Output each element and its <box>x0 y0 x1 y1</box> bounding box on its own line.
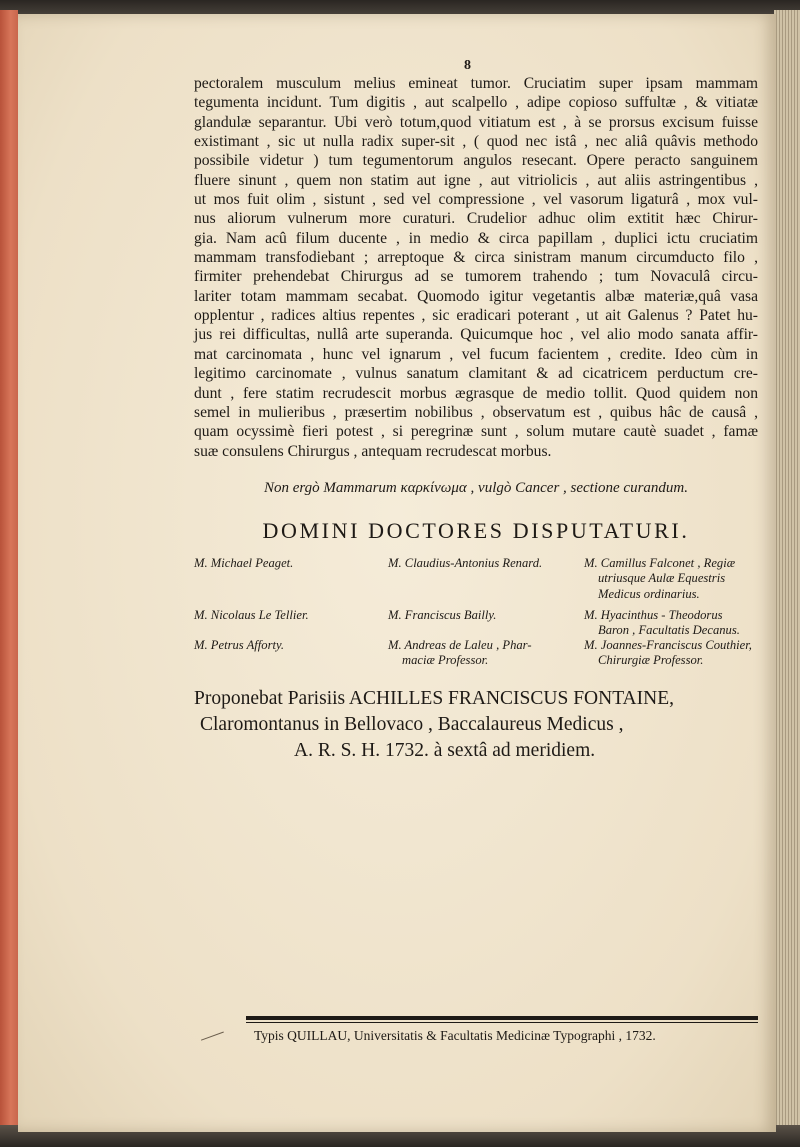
printer-imprint: Typis QUILLAU, Universitatis & Facultatis Medicinæ Typographi , 1732. <box>254 1028 656 1043</box>
doctor-entry <box>194 556 293 571</box>
page-number: 8 <box>464 58 471 73</box>
doctor-name: M. Joannes-Franciscus Couthier, <box>584 638 752 652</box>
doctor-title: Chirurgiæ Professor. <box>598 653 704 668</box>
body-line: mat carcinomata , hunc vel ignarum , vel fucum facientem , credite. Ideo cùm in <box>194 345 758 363</box>
doctor-entry <box>388 608 496 623</box>
body-line: lariter totam mammam secabat. Quomodo igitur vegetantis albæ materiæ,quâ vasa <box>194 287 758 305</box>
doctor-name: M. Claudius-Antonius Renard. <box>388 556 543 570</box>
body-line: legitimo carcinomate , vulnus sanatum clamitant & ad cicatricem perductum cre- <box>194 365 758 383</box>
doctor-name: M. Petrus Afforty. <box>194 638 285 652</box>
doctor-name: M. Camillus Falconet , Regiæ <box>584 556 736 570</box>
body-line: pectoralem musculum melius emineat tumor. Cruciatim super ipsam mammam <box>194 75 758 92</box>
footer-rule-thin <box>246 1022 758 1023</box>
conclusion-statement: Non ergò Mammarum καρκίνωμα , vulgò Cancer , sectione curandum. <box>263 480 689 496</box>
body-line: gia. Nam acû filum ducente , in medio & circa papillam , duplici ictu cruciatim <box>194 229 758 247</box>
body-line: existimant , sic ut nulla radix super-sit , ( quod nec istâ , nec aliâ quâvis methodo <box>194 133 758 151</box>
doctor-entry <box>584 638 764 669</box>
proposition-line: Claromontanus in Bellovaco , Baccalaureus Medicus , <box>200 714 624 735</box>
doctor-title: utriusque Aulæ Equestris <box>598 571 726 586</box>
doctor-name: M. Michael Peaget. <box>194 556 294 570</box>
doctor-entry <box>194 608 309 623</box>
doctor-entry <box>584 556 764 602</box>
body-line: ut mos fuit olim , sistunt , sed vel compressione , vel vasorum ligaturâ , mox vul- <box>194 191 758 209</box>
book-page <box>18 14 776 1132</box>
doctor-name: M. Andreas de Laleu , Phar- <box>388 638 532 652</box>
body-line: quam ocyssimè fieri potest , si peregrinæ sunt , solum mutare cautè suadet , famæ <box>194 423 758 441</box>
body-line: possibile videtur ) tum tegumentorum angulos resecant. Opere peracto sanguinem <box>194 152 758 170</box>
body-line: nus aliorum vulnerum more curaturi. Crudelior adhuc olim extitit hæc Chirur- <box>194 210 758 228</box>
body-line: tegumenta incidunt. Tum digitis , aut scalpello , adipe copioso suffultæ , & vitiatæ <box>194 94 758 112</box>
doctor-entry <box>388 638 578 669</box>
body-line: opplentur , radices altius repentes , sic eradicari poterant , ut ait Galenus ? Patet hu- <box>194 307 758 325</box>
body-line: fluere sinunt , quem non statim aut igne , aut vitriolicis , aut aliis astringentibus , <box>194 171 758 189</box>
proposition-line: A. R. S. H. 1732. à sextâ ad meridiem. <box>294 740 596 761</box>
ink-mark <box>196 1018 224 1040</box>
doctor-entry <box>194 638 284 653</box>
doctor-title: Baron , Facultatis Decanus. <box>598 623 740 638</box>
page-stack-edge <box>774 10 800 1135</box>
body-line: firmiter prehendebat Chirurgus ad se tumorem trahendo ; tum Novaculâ circu- <box>194 268 758 286</box>
doctor-entry <box>388 556 542 571</box>
footer-rule-thick <box>246 1016 758 1020</box>
doctor-title: Medicus ordinarius. <box>598 586 700 601</box>
body-line: suæ consulens Chirurgus , antequam recrudescat morbus. <box>194 442 552 460</box>
section-heading: DOMINI DOCTORES DISPUTATURI. <box>262 518 690 543</box>
body-line: mammam transfodiebant ; arreptoque & circa sinistram manum circumducto filo , <box>194 249 758 267</box>
doctor-name: M. Nicolaus Le Tellier. <box>194 608 309 622</box>
proposition-line: Proponebat Parisiis ACHILLES FRANCISCUS FONTAINE, <box>194 688 675 709</box>
body-line: dunt , fere statim recrudescit morbus ægrasque de medio tollit. Quod quidem non <box>194 384 758 402</box>
body-line: glandulæ separantur. Ubi verò totum,quod vitiatum est , à se prorsus excisum fuisse <box>194 113 758 131</box>
doctor-title: maciæ Professor. <box>402 653 489 668</box>
doctor-name: M. Franciscus Bailly. <box>388 608 497 622</box>
book-red-edge <box>0 10 18 1135</box>
body-paragraph <box>194 74 758 461</box>
body-line: jus rei difficultas, nullâ arte superanda. Quicumque hoc , vel alio modo sanata affir- <box>194 326 758 344</box>
body-line: semel in mulieribus , præsertim nobilibus , observatum est , quibus hâc de causâ , <box>194 403 758 421</box>
proposition-block <box>194 686 758 764</box>
doctor-name: M. Hyacinthus - Theodorus <box>584 608 723 622</box>
doctor-entry <box>584 608 764 639</box>
